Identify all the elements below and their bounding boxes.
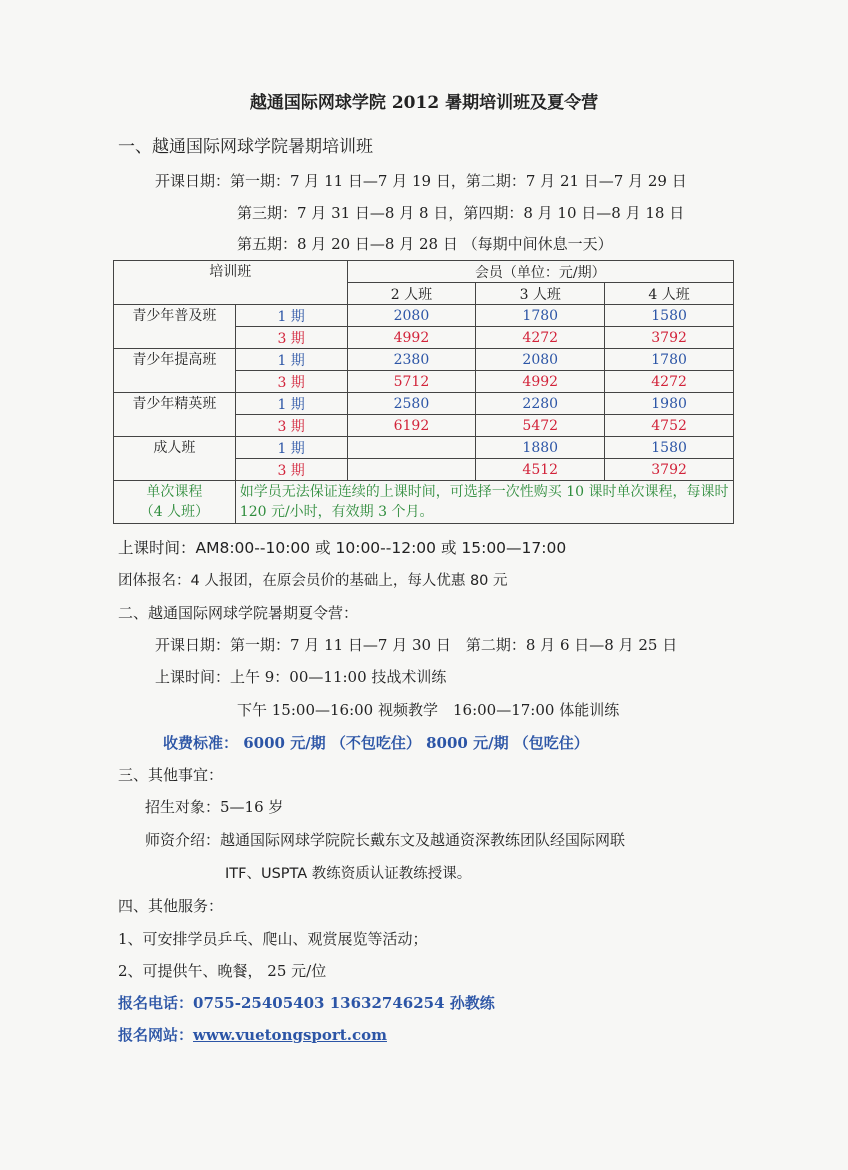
period-cell: 1 期 xyxy=(235,437,347,459)
price-cell: 2080 xyxy=(347,305,476,327)
price-cell: 4992 xyxy=(347,327,476,349)
camp-time-pm: 下午 15:00—16:00 视频教学 16:00—17:00 体能训练 xyxy=(237,701,620,719)
single-class-note: 如学员无法保证连续的上课时间，可选择一次性购买 10 课时单次课程，每课时 120 元/小时，有效期 3 个月。 xyxy=(235,481,733,524)
price-cell: 1580 xyxy=(605,437,734,459)
period-cell: 3 期 xyxy=(235,459,347,481)
period-cell: 3 期 xyxy=(235,327,347,349)
period-cell: 1 期 xyxy=(235,305,347,327)
price-cell: 3792 xyxy=(605,459,734,481)
price-cell: 2280 xyxy=(476,393,605,415)
site-label: 报名网站： xyxy=(118,1026,194,1044)
schedule-line-2: 第三期：7 月 31 日—8 月 8 日，第四期：8 月 10 日—8 月 18 日 xyxy=(237,204,685,222)
section-4-heading: 四、其他服务： xyxy=(118,897,224,915)
price-cell: 1580 xyxy=(605,305,734,327)
period-cell: 3 期 xyxy=(235,371,347,393)
class-time: 上课时间：AM8:00--10:00 或 10:00--12:00 或 15:00—17:00 xyxy=(118,539,567,557)
price-cell: 4272 xyxy=(605,371,734,393)
price-cell: 1780 xyxy=(605,349,734,371)
header-size: 3 人班 xyxy=(476,283,605,305)
group-signup: 团体报名：4 人报团，在原会员价的基础上，每人优惠 80 元 xyxy=(118,573,508,589)
price-cell: 2380 xyxy=(347,349,476,371)
section-3-heading: 三、其他事宜： xyxy=(118,766,224,784)
price-cell xyxy=(347,437,476,459)
price-cell: 2580 xyxy=(347,393,476,415)
age-range: 招生对象：5—16 岁 xyxy=(145,798,284,816)
header-size: 2 人班 xyxy=(347,283,476,305)
price-cell: 4272 xyxy=(476,327,605,349)
price-cell xyxy=(347,459,476,481)
header-size: 4 人班 xyxy=(605,283,734,305)
price-cell: 6192 xyxy=(347,415,476,437)
price-cell: 4992 xyxy=(476,371,605,393)
section-1-heading: 一、越通国际网球学院暑期培训班 xyxy=(118,137,373,157)
teachers-line-1: 师资介绍：越通国际网球学院院长戴东文及越通资深教练团队经国际网联 xyxy=(145,831,626,849)
period-cell: 3 期 xyxy=(235,415,347,437)
contact-site xyxy=(118,1024,387,1045)
price-cell: 3792 xyxy=(605,327,734,349)
single-class-cell xyxy=(114,481,236,524)
service-item-1: 1、可安排学员乒乓、爬山、观赏展览等活动； xyxy=(118,930,428,948)
price-cell: 4752 xyxy=(605,415,734,437)
site-link[interactable]: www.vuetongsport.com xyxy=(193,1026,387,1044)
price-cell: 5712 xyxy=(347,371,476,393)
group-name: 青少年精英班 xyxy=(114,393,236,437)
period-cell: 1 期 xyxy=(235,393,347,415)
price-cell: 1980 xyxy=(605,393,734,415)
camp-time-am: 上课时间：上午 9：00—11:00 技战术训练 xyxy=(155,668,447,686)
price-cell: 4512 xyxy=(476,459,605,481)
page-title: 越通国际网球学院 2012 暑期培训班及夏令营 xyxy=(249,93,599,113)
contact-phone: 报名电话：0755-25405403 13632746254 孙教练 xyxy=(118,994,495,1012)
header-member: 会员（单位：元/期） xyxy=(347,261,734,283)
price-table xyxy=(113,260,734,524)
group-name: 成人班 xyxy=(114,437,236,481)
teachers-line-2: ITF、USPTA 教练资质认证教练授课。 xyxy=(225,866,472,882)
period-cell: 1 期 xyxy=(235,349,347,371)
schedule-line-1: 开课日期：第一期：7 月 11 日—7 月 19 日，第二期：7 月 21 日—7 月 29 日 xyxy=(155,172,687,190)
camp-dates: 开课日期：第一期：7 月 11 日—7 月 30 日 第二期：8 月 6 日—8 月 25 日 xyxy=(155,636,678,654)
header-class: 培训班 xyxy=(114,261,348,305)
single-class-sub: （4 人班） xyxy=(139,504,210,520)
price-cell: 2080 xyxy=(476,349,605,371)
single-class-name: 单次课程 xyxy=(146,484,203,500)
group-name: 青少年提高班 xyxy=(114,349,236,393)
price-cell: 1880 xyxy=(476,437,605,459)
group-name: 青少年普及班 xyxy=(114,305,236,349)
price-cell: 5472 xyxy=(476,415,605,437)
price-cell: 1780 xyxy=(476,305,605,327)
section-2-heading: 二、越通国际网球学院暑期夏令营： xyxy=(118,604,359,622)
schedule-line-3: 第五期：8 月 20 日—8 月 28 日 （每期中间休息一天） xyxy=(237,235,613,253)
service-item-2: 2、可提供午、晚餐， 25 元/位 xyxy=(118,962,327,980)
camp-fees: 收费标准： 6000 元/期 （不包吃住） 8000 元/期 （包吃住） xyxy=(163,734,589,752)
